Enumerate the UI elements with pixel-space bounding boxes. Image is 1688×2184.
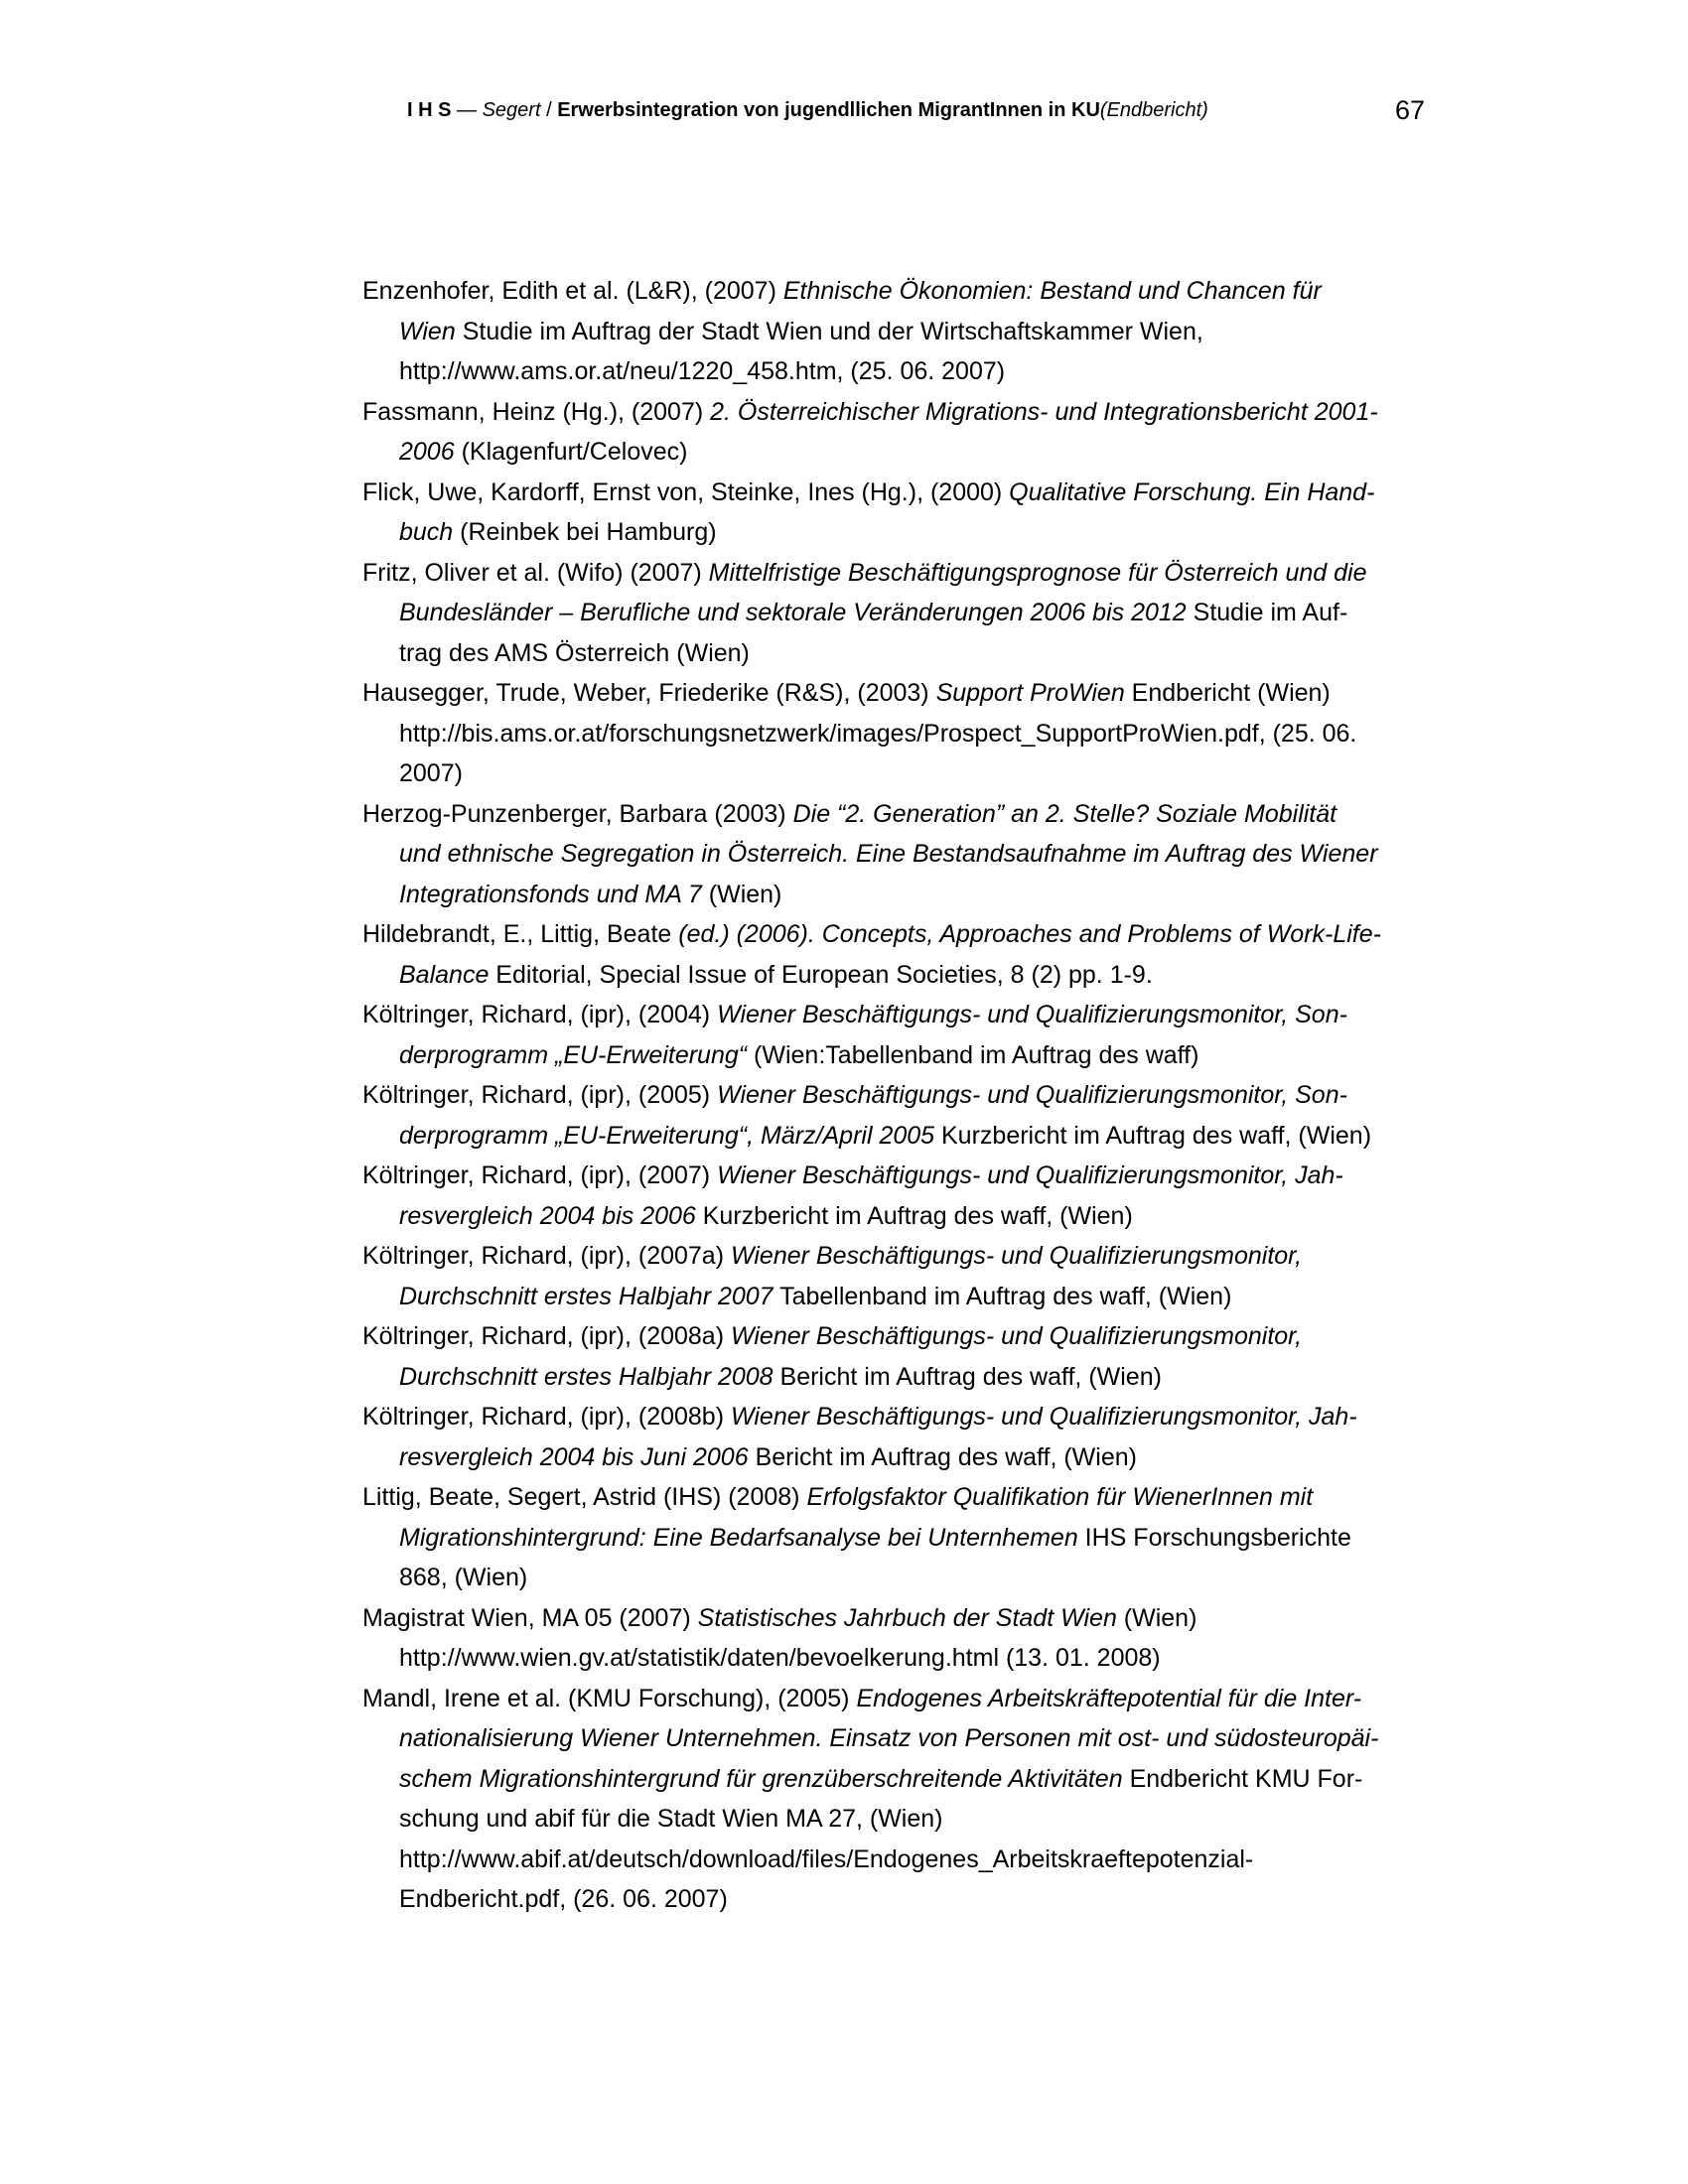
reference-text: Kurzbericht im Auftrag des waff, (Wien) — [934, 1121, 1372, 1150]
reference-entry — [362, 1236, 1430, 1316]
reference-text: http://www.wien.gv.at/statistik/daten/bevoelkerung.html (13. 01. 2008) — [399, 1644, 1161, 1672]
reference-title-text: 2. Österreichischer Migrations- und Integrationsbericht 2001- — [710, 397, 1378, 426]
reference-entry — [362, 914, 1430, 995]
reference-entry — [362, 1598, 1430, 1679]
header-title: Erwerbsintegration von jugendllichen MigrantInnen in KU — [557, 99, 1100, 121]
reference-entry — [362, 1316, 1430, 1397]
reference-entry — [362, 392, 1430, 473]
reference-title-text: Support ProWien — [935, 679, 1125, 707]
reference-text: (Wien) — [701, 880, 782, 908]
reference-text: http://bis.ams.or.at/forschungsnetzwerk/images/Prospect_SupportProWien.pdf, (25. 06. — [399, 719, 1357, 748]
reference-entry — [362, 1156, 1430, 1236]
reference-title-text: Wiener Beschäftigungs- und Qualifizierungsmonitor, Jah- — [717, 1161, 1343, 1189]
header-subtitle: (Endbericht) — [1099, 99, 1208, 121]
reference-title-text: nationalisierung Wiener Unternehmen. Einsatz von Personen mit ost- und südosteuropäi- — [399, 1724, 1379, 1752]
reference-text: Endbericht KMU For- — [1122, 1764, 1363, 1793]
reference-text: Studie im Auftrag der Stadt Wien und der Wirtschaftskammer Wien, — [455, 317, 1203, 345]
reference-text: Költringer, Richard, (ipr), (2007a) — [362, 1242, 731, 1270]
reference-text: Flick, Uwe, Kardorff, Ernst von, Steinke, Ines (Hg.), (2000) — [362, 478, 1010, 506]
header-separator: / — [540, 99, 558, 121]
reference-title-text: Ethnische Ökonomien: Bestand und Chancen für — [782, 277, 1322, 305]
reference-text: Studie im Auf- — [1186, 599, 1348, 626]
reference-title-text: Mittelfristige Beschäftigungsprognose für Österreich und die — [708, 558, 1367, 587]
reference-text: (Klagenfurt/Celovec) — [454, 438, 688, 466]
reference-text: Költringer, Richard, (ipr), (2004) — [362, 1001, 718, 1028]
reference-text: Magistrat Wien, MA 05 (2007) — [362, 1603, 698, 1632]
reference-entry — [362, 995, 1430, 1075]
reference-text: 868, (Wien) — [399, 1564, 528, 1591]
reference-text: Költringer, Richard, (ipr), (2008a) — [362, 1322, 731, 1350]
page-number: 67 — [1394, 95, 1425, 125]
reference-title-text: Wiener Beschäftigungs- und Qualifizierungsmonitor, Son- — [717, 1081, 1347, 1109]
reference-text: trag des AMS Österreich (Wien) — [399, 638, 750, 667]
reference-title-text: Wiener Beschäftigungs- und Qualifizierungsmonitor, Son- — [717, 1001, 1347, 1028]
header-separator: — — [451, 99, 483, 121]
reference-title-text: Integrationsfonds und MA 7 — [399, 880, 702, 908]
reference-text: (Reinbek bei Hamburg) — [453, 518, 717, 546]
reference-text: Tabellenband im Auftrag des waff, (Wien) — [773, 1282, 1232, 1310]
reference-list — [362, 271, 1430, 1920]
reference-text: Littig, Beate, Segert, Astrid (IHS) (2008) — [362, 1483, 807, 1511]
reference-title-text: buch — [399, 518, 454, 546]
reference-text: Editorial, Special Issue of European Societies, 8 (2) pp. 1-9. — [489, 960, 1153, 989]
reference-title-text: Migrationshintergrund: Eine Bedarfsanalyse bei Unternhemen — [399, 1523, 1078, 1552]
reference-text: Endbericht (Wien) — [1124, 679, 1331, 707]
reference-title-text: Bundesländer – Berufliche und sektorale Veränderungen 2006 bis 2012 — [399, 599, 1187, 626]
header-org: I H S — [407, 99, 452, 121]
reference-entry — [362, 1397, 1430, 1477]
reference-entry — [362, 794, 1430, 915]
reference-text: Hildebrandt, E., Littig, Beate — [362, 920, 679, 948]
reference-title-text: (ed.) (2006). Concepts, Approaches and Problems of Work-Life- — [678, 920, 1381, 948]
reference-text: Herzog-Punzenberger, Barbara (2003) — [362, 799, 793, 828]
reference-text: schung und abif für die Stadt Wien MA 27, (Wien) — [399, 1805, 943, 1833]
reference-text: Endbericht.pdf, (26. 06. 2007) — [399, 1885, 728, 1913]
reference-text: Hausegger, Trude, Weber, Friederike (R&S), (2003) — [362, 679, 936, 707]
reference-title-text: Wiener Beschäftigungs- und Qualifizierungsmonitor, — [730, 1242, 1303, 1270]
reference-entry — [362, 1679, 1430, 1920]
reference-title-text: derprogramm „EU-Erweiterung“, März/April 2005 — [399, 1121, 935, 1150]
reference-text: http://www.ams.or.at/neu/1220_458.htm, (25. 06. 2007) — [399, 357, 1006, 385]
running-title — [407, 99, 1208, 122]
reference-title-text: Wiener Beschäftigungs- und Qualifizierungsmonitor, — [730, 1322, 1303, 1350]
reference-text: http://www.abif.at/deutsch/download/files/Endogenes_Arbeitskraeftepotenzial- — [399, 1844, 1254, 1873]
reference-text: IHS Forschungsberichte — [1077, 1523, 1351, 1552]
reference-text: Enzenhofer, Edith et al. (L&R), (2007) — [362, 277, 783, 305]
reference-text: 2007) — [399, 759, 463, 787]
reference-text: Költringer, Richard, (ipr), (2005) — [362, 1081, 718, 1109]
reference-entry — [362, 271, 1430, 392]
reference-title-text: Balance — [399, 960, 490, 989]
reference-title-text: Statistisches Jahrbuch der Stadt Wien — [697, 1603, 1117, 1632]
reference-text: Költringer, Richard, (ipr), (2007) — [362, 1161, 718, 1189]
reference-title-text: derprogramm „EU-Erweiterung“ — [399, 1040, 748, 1069]
reference-text: Fritz, Oliver et al. (Wifo) (2007) — [362, 558, 709, 587]
reference-text: Kurzbericht im Auftrag des waff, (Wien) — [695, 1201, 1133, 1230]
reference-text: (Wien:Tabellenband im Auftrag des waff) — [747, 1040, 1199, 1069]
reference-entry — [362, 1477, 1430, 1598]
reference-title-text: Wien — [399, 317, 456, 345]
reference-title-text: Durchschnitt erstes Halbjahr 2008 — [399, 1362, 774, 1391]
reference-entry — [362, 673, 1430, 794]
reference-entry — [362, 1075, 1430, 1156]
reference-title-text: Erfolgsfaktor Qualifikation für WienerInnen mit — [806, 1483, 1314, 1511]
reference-title-text: resvergleich 2004 bis Juni 2006 — [399, 1442, 749, 1471]
reference-title-text: schem Migrationshintergrund für grenzüberschreitende Aktivitäten — [399, 1764, 1123, 1793]
reference-title-text: Durchschnitt erstes Halbjahr 2007 — [399, 1282, 774, 1310]
reference-title-text: Die “2. Generation” an 2. Stelle? Soziale Mobilität — [792, 799, 1337, 828]
reference-title-text: Wiener Beschäftigungs- und Qualifizierungsmonitor, Jah- — [730, 1403, 1357, 1431]
reference-title-text: 2006 — [399, 438, 455, 466]
reference-title-text: Qualitative Forschung. Ein Hand- — [1009, 478, 1375, 506]
reference-text: Fassmann, Heinz (Hg.), (2007) — [362, 397, 711, 426]
header-author: Segert — [482, 99, 541, 121]
reference-title-text: und ethnische Segregation in Österreich. Eine Bestandsaufnahme im Auftrag des Wiener — [399, 840, 1378, 868]
reference-text: Mandl, Irene et al. (KMU Forschung), (2005) — [362, 1684, 857, 1712]
reference-entry — [362, 473, 1430, 553]
reference-text: (Wien) — [1116, 1603, 1197, 1632]
page-header — [407, 95, 1425, 129]
reference-text: Költringer, Richard, (ipr), (2008b) — [362, 1403, 731, 1431]
reference-title-text: resvergleich 2004 bis 2006 — [399, 1201, 696, 1230]
reference-title-text: Endogenes Arbeitskräftepotential für die Inter- — [856, 1684, 1362, 1712]
reference-text: Bericht im Auftrag des waff, (Wien) — [748, 1442, 1137, 1471]
reference-text: Bericht im Auftrag des waff, (Wien) — [773, 1362, 1162, 1391]
reference-entry — [362, 553, 1430, 674]
